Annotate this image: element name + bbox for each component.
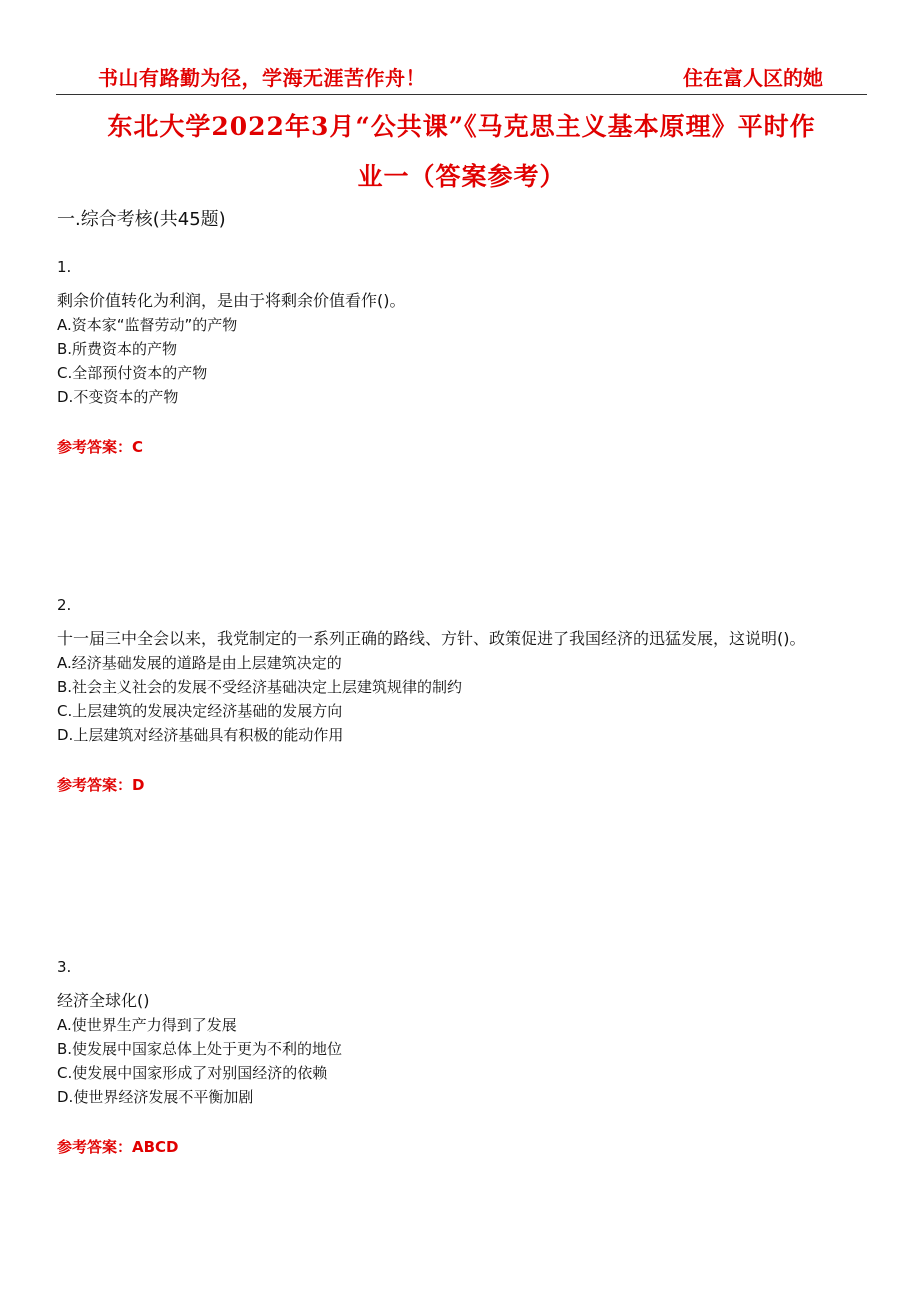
option-a: A.资本家“监督劳动”的产物: [57, 316, 238, 334]
document-title-line-1: 东北大学2022年3月“公共课”《马克思主义基本原理》平时作: [107, 112, 816, 141]
question-number: 1.: [57, 258, 72, 276]
document-title: [56, 102, 867, 202]
question-block: [57, 955, 867, 1159]
option-a: A.经济基础发展的道路是由上层建筑决定的: [57, 654, 342, 672]
document-title-line-2: 业一（答案参考）: [357, 162, 566, 191]
question-block: [57, 255, 867, 459]
question-block: [57, 593, 867, 797]
option-d: D.使世界经济发展不平衡加剧: [57, 1088, 254, 1106]
option-b: B.使发展中国家总体上处于更为不利的地位: [57, 1040, 343, 1058]
question-stem: 经济全球化(): [57, 991, 150, 1010]
option-d: D.不变资本的产物: [57, 388, 179, 406]
option-d: D.上层建筑对经济基础具有积极的能动作用: [57, 726, 344, 744]
header-divider: [56, 94, 867, 95]
option-a: A.使世界生产力得到了发展: [57, 1016, 237, 1034]
question-number: 3.: [57, 958, 72, 976]
option-c: C.上层建筑的发展决定经济基础的发展方向: [57, 702, 343, 720]
question-number: 2.: [57, 596, 72, 614]
option-c: C.使发展中国家形成了对别国经济的依赖: [57, 1064, 328, 1082]
reference-answer: 参考答案：ABCD: [57, 1138, 179, 1156]
reference-answer: 参考答案：D: [57, 776, 145, 794]
question-stem: 十一届三中全会以来，我党制定的一系列正确的路线、方针、政策促进了我国经济的迅猛发展，这说明()。: [57, 629, 806, 648]
header-motto: 书山有路勤为径，学海无涯苦作舟！: [98, 66, 426, 90]
option-b: B.所费资本的产物: [57, 340, 178, 358]
option-c: C.全部预付资本的产物: [57, 364, 208, 382]
header-author: 住在富人区的她: [683, 66, 823, 90]
question-stem: 剩余价值转化为利润，是由于将剩余价值看作()。: [57, 291, 406, 310]
reference-answer: 参考答案：C: [57, 438, 144, 456]
section-heading: 一.综合考核(共45题): [57, 209, 226, 230]
option-b: B.社会主义社会的发展不受经济基础决定上层建筑规律的制约: [57, 678, 463, 696]
